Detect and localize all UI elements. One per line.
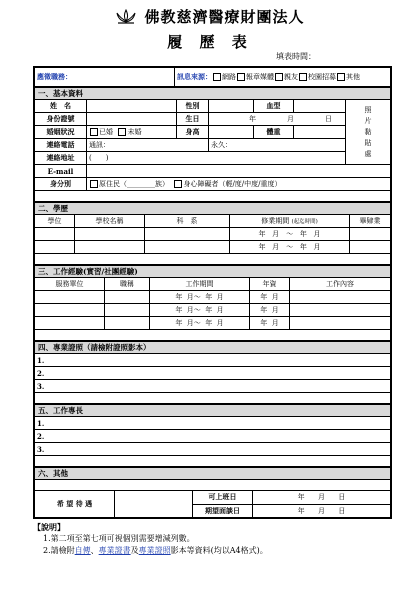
start-date-input[interactable] <box>253 491 391 505</box>
address-label: 連絡地址 <box>35 152 87 165</box>
edu-row1-period[interactable] <box>230 228 350 241</box>
organization-name: 佛教慈濟醫療財團法人 <box>144 8 305 26</box>
salary-label: 希 望 待 遇 <box>35 491 115 518</box>
certificate-link[interactable]: 專業證書 <box>98 546 131 555</box>
basic-info-table <box>34 87 391 202</box>
work-row2-unit[interactable] <box>35 304 105 317</box>
birth-day: 日 <box>325 115 332 123</box>
skill-item-number: 2. <box>37 431 45 441</box>
aboriginal-checkbox[interactable] <box>90 180 98 188</box>
aboriginal-label: 原住民（________族） <box>99 180 169 188</box>
license-item-number: 2. <box>37 368 45 378</box>
period-year: 年 <box>175 293 183 301</box>
edu-row1-school[interactable] <box>75 228 145 241</box>
edu-row1-dept[interactable] <box>145 228 230 241</box>
edu-degree-header: 學位 <box>35 215 75 228</box>
period-year: 年 <box>299 243 307 251</box>
date-year: 年 <box>297 493 305 502</box>
note-item-2 <box>33 545 268 557</box>
work-row1-unit[interactable] <box>35 291 105 304</box>
notes <box>33 521 268 557</box>
lotus-logo-icon <box>115 9 137 25</box>
work-row2-years[interactable] <box>250 304 290 317</box>
period-month-to: 月～ <box>186 293 201 301</box>
single-checkbox[interactable] <box>118 128 126 136</box>
top-row-table <box>34 67 391 87</box>
birth-year: 年 <box>249 115 256 123</box>
name-input[interactable] <box>87 100 177 113</box>
married-checkbox[interactable] <box>90 128 98 136</box>
source-label: 訊息來源： <box>177 72 212 81</box>
phone-comm-input[interactable] <box>87 139 209 152</box>
edu-row2-school[interactable] <box>75 241 145 254</box>
disabled-checkbox[interactable] <box>174 180 182 188</box>
fill-time-label: 填表時間： <box>276 52 316 61</box>
gender-label: 性別 <box>177 100 209 113</box>
work-row3-title[interactable] <box>105 317 150 330</box>
work-row2-period[interactable] <box>150 304 250 317</box>
period-year: 年 <box>205 319 213 327</box>
salary-input[interactable] <box>115 491 193 518</box>
work-row3-unit[interactable] <box>35 317 105 330</box>
identity-label: 身分別 <box>35 178 87 191</box>
marital-label: 婚姻狀況 <box>35 126 87 139</box>
edu-row1-degree[interactable] <box>35 228 75 241</box>
edu-grad-header: 畢肄業 <box>350 215 391 228</box>
name-label: 姓 名 <box>35 100 87 113</box>
section-license-title: 四、專業證照（請檢附證照影本） <box>35 342 391 354</box>
source-checkbox-other[interactable] <box>337 73 345 81</box>
license-item-number: 3. <box>37 381 45 391</box>
skill-item-number: 3. <box>37 444 45 454</box>
work-row2-title[interactable] <box>105 304 150 317</box>
resume-form <box>33 66 392 519</box>
spacer <box>35 456 391 467</box>
blood-input[interactable] <box>294 100 346 113</box>
work-content-header: 工作內容 <box>290 278 391 291</box>
birth-month: 月 <box>287 115 294 123</box>
skill-item-3[interactable] <box>35 443 391 456</box>
work-row3-years[interactable] <box>250 317 290 330</box>
birth-label: 生日 <box>177 113 209 126</box>
period-month: 月 <box>216 319 224 327</box>
marital-options <box>87 126 177 139</box>
period-month-to: 月 ～ <box>272 230 294 238</box>
years-month: 月 <box>271 306 279 314</box>
work-row2-content[interactable] <box>290 304 391 317</box>
period-year: 年 <box>175 306 183 314</box>
weight-input[interactable] <box>294 126 346 139</box>
work-row3-content[interactable] <box>290 317 391 330</box>
source-option-other: 其他 <box>346 73 360 81</box>
document-title: 履 歷 表 <box>167 33 253 51</box>
photo-label: 照片黏貼處 <box>364 105 372 158</box>
years-year: 年 <box>260 293 268 301</box>
source-option-press: 報章媒體 <box>246 73 274 81</box>
other-table <box>34 467 391 518</box>
years-month: 月 <box>271 293 279 301</box>
notes-title: 【說明】 <box>33 522 65 532</box>
other-blank[interactable] <box>35 480 391 491</box>
source-checkbox-friends[interactable] <box>275 73 283 81</box>
years-month: 月 <box>271 319 279 327</box>
section-skills-title: 五、工作專長 <box>35 405 391 417</box>
work-years-header: 年資 <box>250 278 290 291</box>
spacer <box>35 393 391 404</box>
source-checkbox-web[interactable] <box>213 73 221 81</box>
note-text: 影本等資料(均以A4格式)。 <box>170 546 268 555</box>
license-table <box>34 341 391 404</box>
education-table <box>34 202 391 265</box>
start-date-label: 可上班日 <box>193 491 253 505</box>
autobiography-link[interactable]: 自傳 <box>74 546 91 555</box>
disabled-label: 身心障礙者（輕/度/中度/重度） <box>183 180 282 188</box>
period-year: 年 <box>205 293 213 301</box>
note-item-1: 1.第二項至第七項可視個別需要增減列數。 <box>43 534 195 543</box>
section-education-title: 二、學歷 <box>35 203 391 215</box>
section-work-title: 三、工作經驗(實習/社團經驗) <box>35 266 391 278</box>
phone-perm-input[interactable] <box>209 139 346 152</box>
edu-dept-header: 科 系 <box>145 215 230 228</box>
period-month-to: 月～ <box>186 319 201 327</box>
period-year: 年 <box>258 243 266 251</box>
period-year: 年 <box>299 230 307 238</box>
years-year: 年 <box>260 306 268 314</box>
phone-comm-label: 通訊： <box>89 141 110 149</box>
phone-label: 連絡電話 <box>35 139 87 152</box>
skills-table <box>34 404 391 467</box>
header <box>0 6 420 27</box>
spacer <box>35 254 391 265</box>
work-row1-years[interactable] <box>250 291 290 304</box>
source-checkbox-press[interactable] <box>237 73 245 81</box>
note-text: 2.請檢附 <box>43 546 75 555</box>
source-option-friends: 親友 <box>284 73 298 81</box>
skill-item-number: 1. <box>37 418 45 428</box>
period-month: 月 <box>216 293 224 301</box>
spacer <box>35 330 391 341</box>
skill-item-2[interactable] <box>35 430 391 443</box>
edu-row2-grad[interactable] <box>350 241 391 254</box>
date-month: 月 <box>318 506 325 515</box>
years-year: 年 <box>260 319 268 327</box>
weight-label: 體重 <box>254 126 294 139</box>
source-checkbox-campus[interactable] <box>299 73 307 81</box>
license-link[interactable]: 專業證照 <box>138 546 171 555</box>
section-basic-title: 一、基本資料 <box>35 88 391 100</box>
edu-period-label: 修業期間 <box>261 217 290 225</box>
edu-school-header: 學校名稱 <box>75 215 145 228</box>
date-year: 年 <box>297 506 305 515</box>
position-label: 應徵職務： <box>37 72 72 81</box>
note-text: 及 <box>130 546 139 555</box>
id-input[interactable] <box>87 113 177 126</box>
skill-item-1[interactable] <box>35 417 391 430</box>
period-month-to: 月 ～ <box>272 243 294 251</box>
license-item-3[interactable] <box>35 380 391 393</box>
period-month: 月 <box>216 306 224 314</box>
period-month: 月 <box>313 230 321 238</box>
date-month: 月 <box>318 493 325 502</box>
height-input[interactable] <box>209 126 254 139</box>
source-option-campus: 校園招募 <box>308 73 336 81</box>
edu-row1-grad[interactable] <box>350 228 391 241</box>
identity-options <box>87 178 391 191</box>
spacer <box>35 191 391 202</box>
note-text: 、 <box>90 546 99 555</box>
address-prefix: ( ) <box>89 154 109 162</box>
email-label: E-mail <box>35 165 87 178</box>
period-month-to: 月～ <box>186 306 201 314</box>
license-item-number: 1. <box>37 355 45 365</box>
period-year: 年 <box>205 306 213 314</box>
interview-date-input[interactable] <box>253 504 391 518</box>
work-row1-title[interactable] <box>105 291 150 304</box>
work-table <box>34 265 391 341</box>
period-month: 月 <box>313 243 321 251</box>
email-input[interactable] <box>87 165 391 178</box>
phone-perm-label: 永久： <box>211 141 232 149</box>
gender-input[interactable] <box>209 100 254 113</box>
edu-row2-dept[interactable] <box>145 241 230 254</box>
work-row1-content[interactable] <box>290 291 391 304</box>
position-field[interactable] <box>35 68 175 87</box>
blood-label: 血型 <box>254 100 294 113</box>
work-period-header: 工作期間 <box>150 278 250 291</box>
birth-input[interactable] <box>209 113 346 126</box>
photo-area[interactable] <box>346 100 391 165</box>
work-title-header: 職稱 <box>105 278 150 291</box>
source-field <box>175 68 391 87</box>
edu-period-note: (起迄時間) <box>291 219 318 225</box>
edu-row2-degree[interactable] <box>35 241 75 254</box>
single-label: 未婚 <box>127 128 142 136</box>
license-item-1[interactable] <box>35 354 391 367</box>
period-year: 年 <box>175 319 183 327</box>
section-other-title: 六、其他 <box>35 468 391 480</box>
source-option-web: 網路 <box>222 73 236 81</box>
married-label: 已婚 <box>99 128 113 136</box>
edu-period-header <box>230 215 350 228</box>
period-year: 年 <box>258 230 266 238</box>
work-row1-period[interactable] <box>150 291 250 304</box>
date-day: 日 <box>338 493 346 502</box>
work-unit-header: 服務單位 <box>35 278 105 291</box>
date-day: 日 <box>338 506 346 515</box>
edu-row2-period[interactable] <box>230 241 350 254</box>
height-label: 身高 <box>177 126 209 139</box>
interview-date-label: 期望面談日 <box>193 504 253 518</box>
license-item-2[interactable] <box>35 367 391 380</box>
address-input[interactable] <box>87 152 346 165</box>
work-row3-period[interactable] <box>150 317 250 330</box>
id-label: 身份證號 <box>35 113 87 126</box>
